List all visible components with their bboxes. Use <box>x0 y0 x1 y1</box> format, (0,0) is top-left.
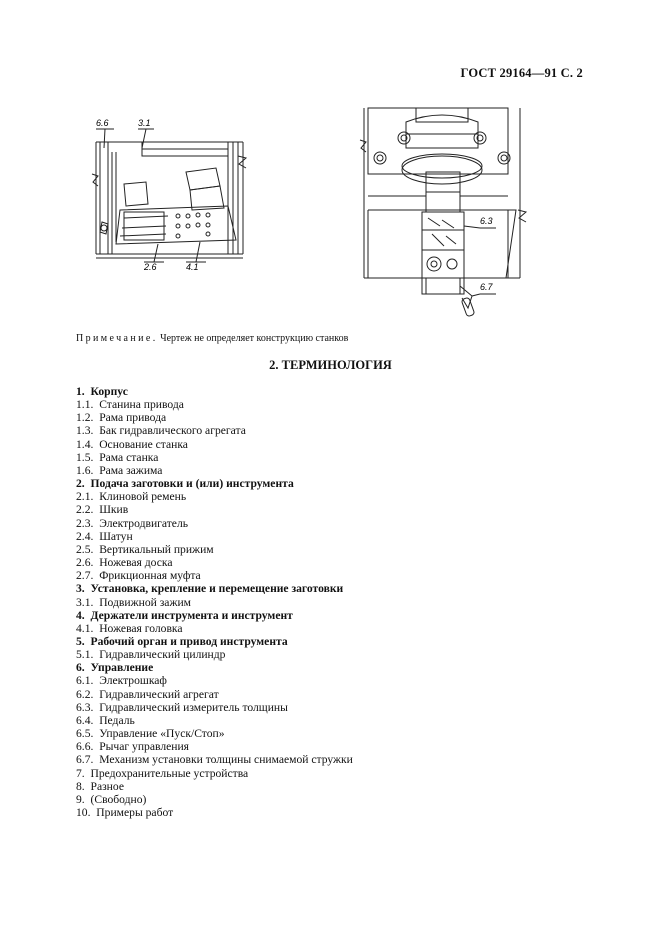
term-text: Вертикальный прижим <box>99 542 214 556</box>
term-item <box>76 477 596 490</box>
term-item <box>76 451 596 464</box>
label-6-3: 6.3 <box>480 216 493 226</box>
term-text: Педаль <box>99 713 135 727</box>
term-text: Рама привода <box>99 411 167 425</box>
term-item <box>76 767 596 780</box>
term-item <box>76 543 596 556</box>
term-text: Клиновой ремень <box>99 490 187 504</box>
term-item <box>76 503 596 516</box>
label-6-7: 6.7 <box>480 282 493 292</box>
term-item <box>76 661 596 674</box>
label-6-6: 6.6 <box>96 118 109 128</box>
machine-drawing-right <box>356 100 534 322</box>
term-text: (Свободно) <box>90 792 147 806</box>
term-item <box>76 596 596 609</box>
term-text: Управление «Пуск/Стоп» <box>99 727 225 741</box>
term-item <box>76 438 596 451</box>
term-number: 1. <box>76 385 85 398</box>
term-text: Шатун <box>99 529 133 543</box>
term-text: Гидравлический измеритель толщины <box>99 700 288 714</box>
term-text: Ножевая доска <box>99 556 173 570</box>
drawing-note <box>76 333 348 344</box>
label-2-6: 2.6 <box>144 262 157 272</box>
term-number: 6.4. <box>76 713 94 727</box>
term-text: Предохранительные устройства <box>90 766 249 780</box>
term-text: Шкив <box>99 503 129 517</box>
term-item <box>76 648 596 661</box>
term-item <box>76 701 596 714</box>
term-item <box>76 688 596 701</box>
page-header: ГОСТ 29164—91 С. 2 <box>460 66 583 80</box>
term-number: 2.7. <box>76 569 94 583</box>
term-number: 2.5. <box>76 542 94 556</box>
term-text: Основание станка <box>99 437 188 451</box>
term-item <box>76 411 596 424</box>
term-number: 7. <box>76 766 85 780</box>
term-text: Электрошкаф <box>99 674 167 688</box>
term-item <box>76 635 596 648</box>
term-text: Подвижной зажим <box>99 595 191 609</box>
label-3-1: 3.1 <box>138 118 151 128</box>
term-text: Примеры работ <box>96 806 174 819</box>
term-text: Электродвигатель <box>99 516 189 530</box>
term-item <box>76 793 596 806</box>
term-number: 1.2. <box>76 411 94 425</box>
term-text: Разное <box>90 779 124 793</box>
term-item <box>76 806 596 819</box>
term-item <box>76 622 596 635</box>
term-text: Установка, крепление и перемещение заготовки <box>90 582 344 596</box>
term-number: 1.6. <box>76 463 94 477</box>
term-number: 2.1. <box>76 490 94 504</box>
term-number: 2.4. <box>76 529 94 543</box>
term-text: Ножевая головка <box>99 621 183 635</box>
term-item <box>76 714 596 727</box>
term-number: 3.1. <box>76 595 94 609</box>
term-number: 2. <box>76 477 85 491</box>
term-item <box>76 398 596 411</box>
term-number: 2.2. <box>76 503 94 517</box>
term-number: 6.5. <box>76 727 94 741</box>
term-item <box>76 582 596 595</box>
term-text: Фрикционная муфта <box>99 569 201 583</box>
term-item <box>76 674 596 687</box>
term-number: 8. <box>76 779 85 793</box>
term-text: Бак гидравлического агрегата <box>99 424 246 438</box>
term-text: Рычаг управления <box>99 740 189 754</box>
term-item <box>76 464 596 477</box>
term-text: Держатели инструмента и инструмент <box>90 608 293 622</box>
term-text: Управление <box>90 661 154 675</box>
term-item <box>76 556 596 569</box>
term-item <box>76 727 596 740</box>
terms-list <box>76 385 596 819</box>
term-text: Корпус <box>90 385 128 398</box>
term-number: 4.1. <box>76 621 94 635</box>
term-text: Рама станка <box>99 450 159 464</box>
term-number: 6.7. <box>76 753 94 767</box>
term-number: 6.6. <box>76 740 94 754</box>
machine-drawing-left <box>88 112 260 272</box>
term-text: Рама зажима <box>99 463 163 477</box>
label-4-1: 4.1 <box>186 262 199 272</box>
term-text: Подача заготовки и (или) инструмента <box>90 477 294 491</box>
term-text: Гидравлический агрегат <box>99 687 219 701</box>
term-item <box>76 490 596 503</box>
term-text: Рабочий орган и привод инструмента <box>90 634 288 648</box>
note-prefix: Примечание. <box>76 333 158 344</box>
term-item <box>76 517 596 530</box>
term-number: 2.3. <box>76 516 94 530</box>
term-item <box>76 740 596 753</box>
term-text: Станина привода <box>99 398 184 412</box>
term-text: Механизм установки толщины снимаемой стружки <box>99 753 353 767</box>
term-number: 5.1. <box>76 648 94 662</box>
term-item <box>76 385 596 398</box>
term-number: 9. <box>76 792 85 806</box>
note-text: Чертеж не определяет конструкцию станков <box>160 333 349 344</box>
term-number: 3. <box>76 582 85 596</box>
term-item <box>76 424 596 437</box>
term-number: 1.5. <box>76 450 94 464</box>
term-number: 10. <box>76 806 91 819</box>
term-number: 6.3. <box>76 700 94 714</box>
term-number: 6.2. <box>76 687 94 701</box>
section-title: 2. ТЕРМИНОЛОГИЯ <box>269 358 392 372</box>
term-item <box>76 530 596 543</box>
term-number: 1.3. <box>76 424 94 438</box>
term-number: 6.1. <box>76 674 94 688</box>
term-item <box>76 569 596 582</box>
term-text: Гидравлический цилиндр <box>99 648 226 662</box>
term-number: 1.1. <box>76 398 94 412</box>
term-number: 6. <box>76 661 85 675</box>
term-number: 1.4. <box>76 437 94 451</box>
term-number: 4. <box>76 608 85 622</box>
term-item <box>76 780 596 793</box>
term-item <box>76 753 596 766</box>
term-number: 2.6. <box>76 556 94 570</box>
term-number: 5. <box>76 634 85 648</box>
term-item <box>76 609 596 622</box>
